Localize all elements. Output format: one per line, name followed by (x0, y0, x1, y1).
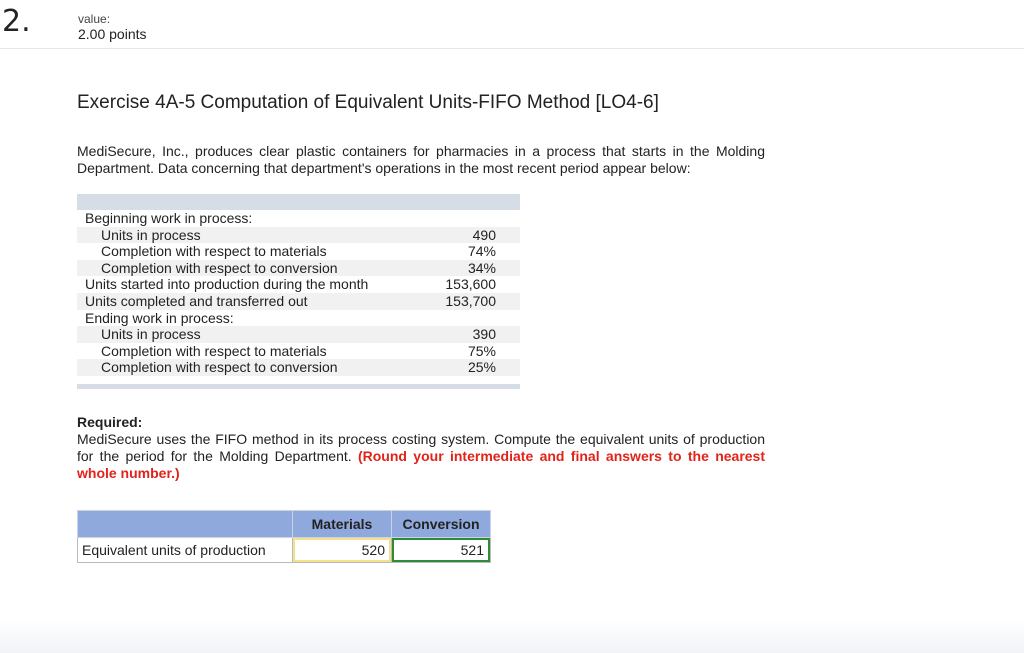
row-label: Completion with respect to conversion (77, 359, 406, 376)
header-divider (0, 48, 1024, 49)
table-row (77, 343, 520, 360)
table-row (77, 260, 520, 277)
value-label: value: (78, 12, 111, 26)
materials-input[interactable] (293, 538, 391, 562)
table-row (77, 310, 520, 327)
row-label: Units started into production during the month (85, 276, 369, 293)
answer-table-header (78, 511, 491, 538)
exercise-intro: MediSecure, Inc., produces clear plastic containers for pharmacies in a process that starts in the Molding Department. Data concerning that department's operations in the most recent period appear below: (77, 143, 765, 176)
required-heading: Required: (77, 414, 143, 430)
answer-table (77, 510, 491, 563)
column-header-materials: Materials (293, 511, 392, 538)
row-label: Completion with respect to materials (101, 243, 327, 260)
exercise-title: Exercise 4A-5 Computation of Equivalent Units-FIFO Method [LO4-6] (77, 92, 659, 113)
row-value: 74% (467, 243, 496, 260)
rounding-instruction: (Round your intermediate and final answers to the nearest whole number.) (77, 448, 766, 481)
row-label: Units in process (77, 227, 406, 244)
table-row (77, 326, 520, 343)
table-row (78, 538, 491, 563)
data-table-footer-bar (77, 384, 520, 389)
table-row (77, 293, 520, 310)
table-row (77, 243, 520, 260)
points-value: 2.00 points (78, 26, 147, 42)
table-row (77, 276, 520, 293)
row-label: Completion with respect to materials (101, 342, 327, 359)
table-row (77, 359, 520, 376)
table-row (77, 210, 520, 227)
row-value: 34% (406, 260, 520, 277)
row-label: Units in process (77, 326, 406, 343)
row-value: 153,700 (406, 293, 520, 310)
materials-cell (293, 538, 392, 563)
row-label-equivalent-units: Equivalent units of production (78, 538, 293, 563)
row-label: Completion with respect to conversion (77, 260, 406, 277)
row-value (406, 310, 520, 327)
row-value: 25% (406, 359, 520, 376)
row-value: 390 (406, 326, 520, 343)
row-label: Ending work in process: (85, 309, 234, 326)
table-row (77, 227, 520, 244)
row-label: Units completed and transferred out (77, 293, 406, 310)
conversion-input[interactable] (392, 538, 490, 562)
row-value: 153,600 (445, 276, 496, 293)
row-value: 75% (467, 342, 496, 359)
conversion-cell (392, 538, 491, 563)
row-value (406, 210, 520, 227)
required-section (77, 414, 765, 482)
row-value: 490 (406, 227, 520, 244)
row-label: Beginning work in process: (85, 210, 253, 226)
data-table-header-bar (77, 194, 520, 210)
table-spacer (77, 376, 520, 384)
data-table (77, 194, 520, 389)
question-number: 2. (2, 4, 31, 39)
column-header-conversion: Conversion (392, 511, 491, 538)
header-blank-cell (78, 511, 293, 538)
required-text: MediSecure uses the FIFO method in its process costing system. Compute the equivalent units of production for the period for the Molding Department. (77, 431, 765, 464)
